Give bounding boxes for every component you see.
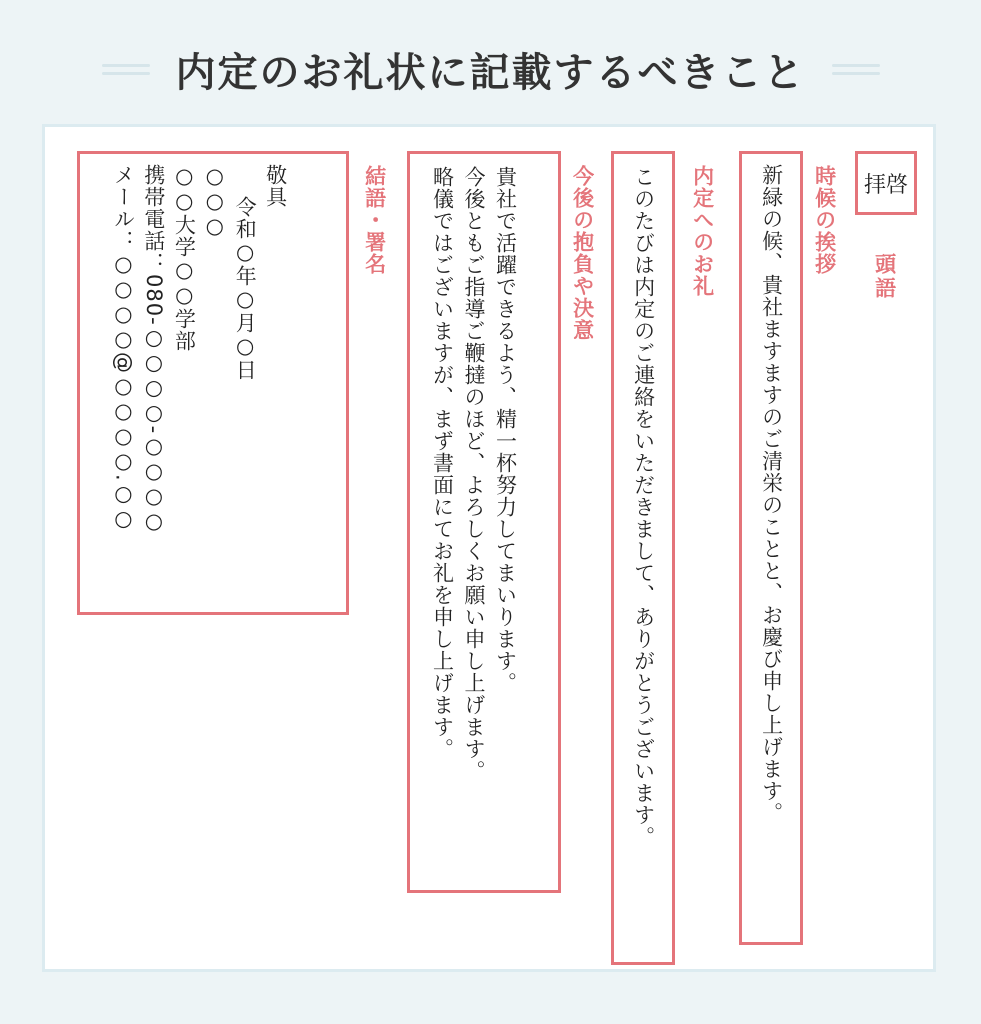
email-line: メール：○○○○@○○○○.○○ <box>111 164 136 532</box>
ambition-box <box>407 151 561 893</box>
label-closing: 結語・署名 <box>362 165 387 275</box>
ambition-line: 貴社で活躍できるよう、精一杯努力してまいります。 <box>493 166 518 694</box>
head-word-box <box>855 151 917 215</box>
seasonal-greeting-box <box>739 151 803 945</box>
label-ambition: 今後の抱負や決意 <box>570 165 595 341</box>
thanks-box <box>611 151 675 965</box>
label-thanks: 内定へのお礼 <box>690 165 715 297</box>
label-seasonal-greeting: 時候の挨拶 <box>812 165 837 275</box>
closing-box <box>77 151 349 615</box>
ambition-line: 略儀ではございますが、まず書面にてお礼を申し上げます。 <box>430 166 455 760</box>
school-line: ○○大学○○学部 <box>172 164 197 352</box>
seasonal-greeting-text: 新緑の候、貴社ますますのご清栄のことと、お慶び申し上げます。 <box>759 164 784 824</box>
ambition-text <box>426 166 521 782</box>
letter-card <box>42 124 936 972</box>
ambition-line: 今後ともご指導ご鞭撻のほど、よろしくお願い申し上げます。 <box>462 166 486 782</box>
title-decoration-right <box>832 64 880 75</box>
closing-text <box>108 164 291 534</box>
date-line: 令和○年○月○日 <box>233 196 258 381</box>
closing-word: 敬具 <box>263 164 288 208</box>
title-row <box>0 34 981 104</box>
thanks-text: このたびは内定のご連絡をいただきまして、ありがとうございます。 <box>631 166 656 848</box>
page-title: 内定のお礼状に記載するべきこと <box>175 49 806 96</box>
phone-line: 携帯電話：080-○○○○-○○○○ <box>141 164 166 535</box>
label-greeting-head: 頭語 <box>872 253 897 301</box>
title-decoration-left <box>102 64 150 75</box>
name-line: ○○○ <box>202 164 227 239</box>
head-word: 拝啓 <box>863 172 908 198</box>
